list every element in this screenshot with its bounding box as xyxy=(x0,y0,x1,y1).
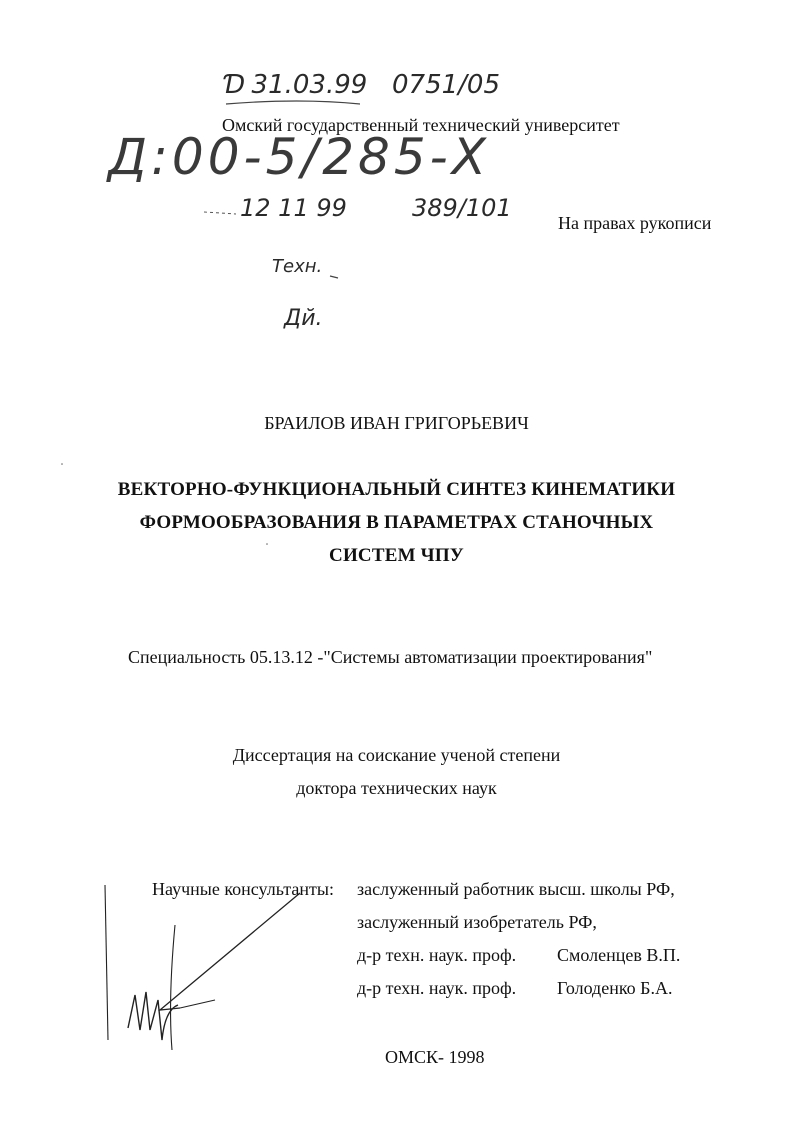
consultant-2-title: д-р техн. наук. проф. xyxy=(357,978,517,998)
city-year: ОМСК- 1998 xyxy=(385,1047,485,1067)
signature-scribble xyxy=(128,992,178,1040)
consultant-1-name: Смоленцев В.П. xyxy=(557,945,681,965)
dissertation-title-line-3: СИСТЕМ ЧПУ xyxy=(329,545,464,566)
degree-line-1: Диссертация на соискание ученой степени xyxy=(232,745,561,765)
handwritten-number-top: 0751/05 xyxy=(392,70,501,100)
handwritten-date-second: 12 11 99 xyxy=(240,194,347,222)
pen-dash-mark xyxy=(204,212,236,214)
signature-tail xyxy=(180,1000,215,1008)
pen-tick-mark xyxy=(330,276,338,278)
consultant-2-name: Голоденко Б.А. xyxy=(557,978,673,998)
university-name: Омский государственный технический университет xyxy=(222,115,620,135)
handwritten-call-number: Д:00-5/285-X xyxy=(108,128,490,186)
signature-stroke-vertical xyxy=(105,885,108,1040)
consultant-1-title: д-р техн. наук. проф. xyxy=(357,945,517,965)
dissertation-title-line-2: ФОРМООБРАЗОВАНИЯ В ПАРАМЕТРАХ СТАНОЧНЫХ xyxy=(139,512,654,533)
consultants-label: Научные консультанты: xyxy=(152,879,334,899)
pen-underline-top xyxy=(226,101,360,104)
specialty: Специальность 05.13.12 -"Системы автоматизации проектирования" xyxy=(128,647,653,667)
consultants-line-2: заслуженный изобретатель РФ, xyxy=(357,912,597,932)
rights-note: На правах рукописи xyxy=(558,213,712,233)
signature-stroke-curve xyxy=(171,925,175,1050)
handwritten-note-initials: Дй. xyxy=(284,306,323,331)
handwritten-note-techn: Техн. xyxy=(272,256,323,277)
consultants-line-1: заслуженный работник высш. школы РФ, xyxy=(357,879,675,899)
author-name: БРАИЛОВ ИВАН ГРИГОРЬЕВИЧ xyxy=(264,413,529,433)
signature-stroke-long xyxy=(160,893,300,1010)
dissertation-title-line-1: ВЕКТОРНО-ФУНКЦИОНАЛЬНЫЙ СИНТЕЗ КИНЕМАТИКИ xyxy=(117,479,676,500)
speck-mark xyxy=(61,463,63,465)
handwritten-number-second: 389/101 xyxy=(412,194,512,222)
handwritten-date-received: Ɗ 31.03.99 xyxy=(222,70,368,100)
degree-line-2: доктора технических наук xyxy=(296,778,497,798)
